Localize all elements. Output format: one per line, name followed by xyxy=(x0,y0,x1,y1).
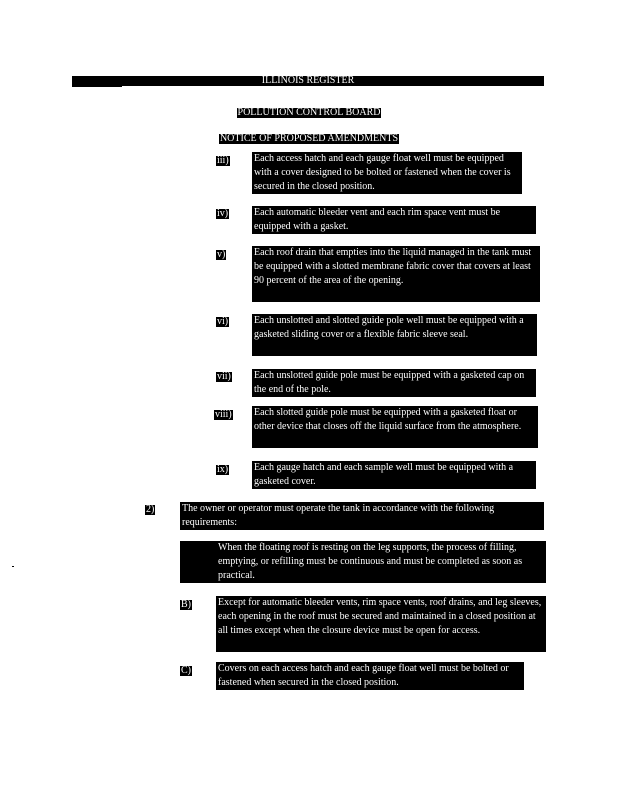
subitem-label: B) xyxy=(181,599,191,610)
subitem-label: C) xyxy=(181,665,191,676)
item-text: Each unslotted guide pole must be equipped with a gasketed cap on the end of the pole. xyxy=(252,369,536,397)
item-label: ix) xyxy=(217,464,229,475)
item-label: iv) xyxy=(217,208,229,219)
item-label: vi) xyxy=(217,316,229,327)
item-text: Each automatic bleeder vent and each rim space vent must be equipped with a gasket. xyxy=(252,206,536,234)
item-label: viii) xyxy=(215,409,232,420)
item-text: Each unslotted and slotted guide pole well must be equipped with a gasketed sliding cover or a flexible fabric sleeve seal. xyxy=(252,314,537,356)
item-label: iii) xyxy=(217,155,229,166)
item-label: vii) xyxy=(217,371,231,382)
section-text: The owner or operator must operate the tank in accordance with the following requirements: xyxy=(180,502,544,530)
board-title: POLLUTION CONTROL BOARD xyxy=(237,107,381,118)
board-title-row xyxy=(0,102,618,120)
register-title: ILLINOIS REGISTER xyxy=(72,76,544,86)
item-text: Each access hatch and each gauge float well must be equipped with a cover designed to be bolted or fastened when the cover is secured in the closed position. xyxy=(252,152,522,194)
subitem-text: Except for automatic bleeder vents, rim space vents, roof drains, and leg sleeves, each opening in the roof must be secured and maintained in a closed position at all times except when the closure device must be open for access. xyxy=(216,596,546,652)
header-rule xyxy=(72,86,122,87)
scan-speck xyxy=(12,566,14,567)
notice-title: NOTICE OF PROPOSED AMENDMENTS xyxy=(219,133,399,144)
item-text: Each roof drain that empties into the liquid managed in the tank must be equipped with a slotted membrane fabric cover that covers at least 90 percent of the area of the opening. xyxy=(252,246,540,302)
section-label: 2) xyxy=(146,504,155,515)
subitem-text: Covers on each access hatch and each gauge float well must be bolted or fastened when secured in the closed position. xyxy=(216,662,524,690)
notice-title-row xyxy=(0,128,618,146)
item-text: Each gauge hatch and each sample well must be equipped with a gasketed cover. xyxy=(252,461,536,489)
item-text: Each slotted guide pole must be equipped with a gasketed float or other device that closes off the liquid surface from the atmosphere. xyxy=(252,406,538,448)
subitem-text: When the floating roof is resting on the leg supports, the process of filling, emptying, or refilling must be continuous and must be completed as soon as practical. xyxy=(180,541,546,583)
item-label: v) xyxy=(217,249,226,260)
